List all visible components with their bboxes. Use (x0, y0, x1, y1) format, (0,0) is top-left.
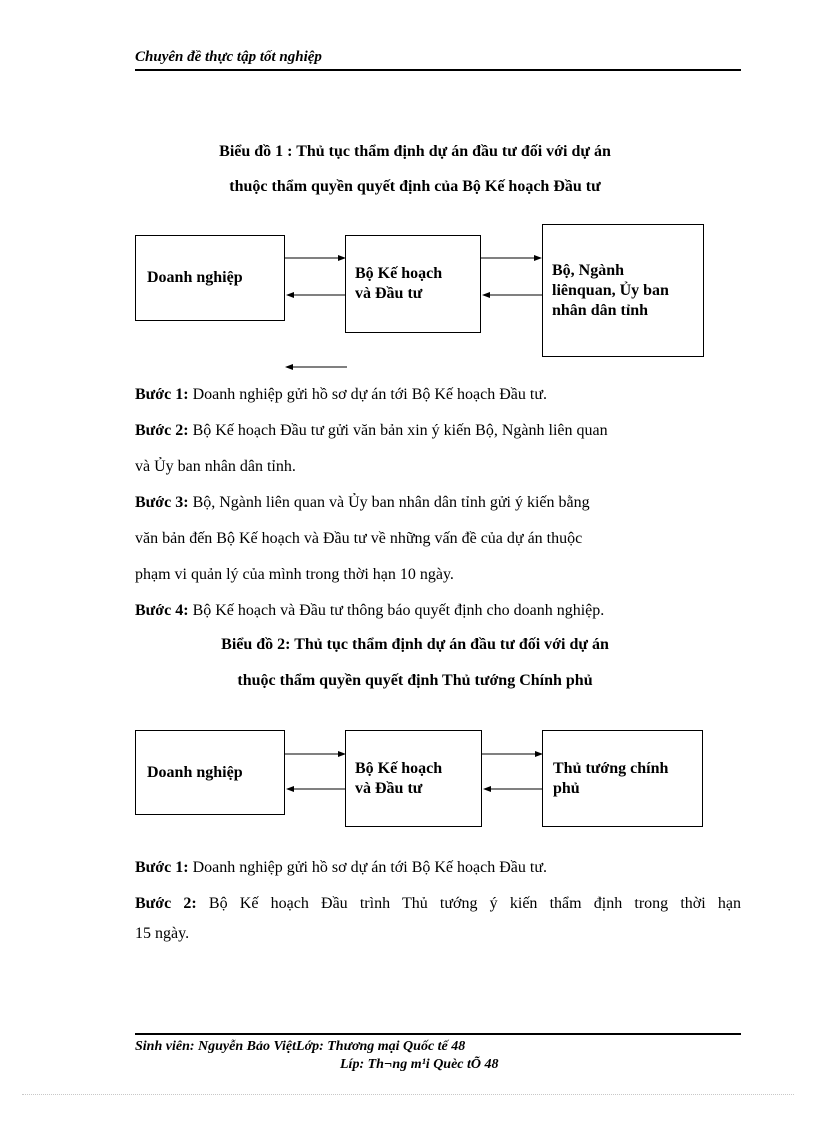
step1-label: Bước 1: (135, 386, 189, 403)
diagram2-arrow-right-1 (284, 749, 348, 759)
diagram2-title-line2: thuộc thẩm quyền quyết định Thủ tướng Chính phủ (237, 672, 593, 689)
diagram2-box-doanh-nghiep (135, 730, 285, 815)
step2-text: Bộ Kế hoạch Đầu tư gửi văn bản xin ý kiến Bộ, Ngành liên quan (188, 422, 608, 439)
diagram2-title-line1: Biểu đồ 2: Thủ tục thẩm định dự án đầu tư đối với dự án (221, 636, 609, 653)
diagram1-arrow-left-stray (283, 362, 349, 372)
diagram1-box-bo-nganh-line2: liênquan, Ủy ban (552, 281, 669, 299)
diagram2-box-bo-ke-hoach-line1: Bộ Kế hoạch (355, 759, 443, 777)
diagram2-box-doanh-nghiep-label: Doanh nghiệp (147, 763, 243, 781)
page-bottom-dotted-line (22, 1094, 794, 1095)
diagram2-box-thu-tuong-line2: phủ (553, 779, 580, 797)
diagram1-arrow-left-1 (284, 290, 348, 300)
diagram1-box-doanh-nghiep (135, 235, 285, 321)
header-rule (135, 69, 741, 71)
diagram2-box-bo-ke-hoach (345, 730, 482, 827)
step3-continuation-2: phạm vi quản lý của mình trong thời hạn 10 ngày. (135, 566, 454, 583)
d2-step2-label: Bước 2: (135, 895, 197, 912)
diagram2-arrow-left-1 (284, 784, 348, 794)
d2-step2-text: Bộ Kế hoạch Đầu trình Thủ tướng ý kiến thẩm định trong thời hạn (196, 895, 741, 912)
step2-continuation: và Ủy ban nhân dân tỉnh. (135, 458, 296, 475)
step3-text: Bộ, Ngành liên quan và Ủy ban nhân dân tỉnh gửi ý kiến bằng (188, 494, 590, 511)
step2-paragraph (135, 413, 703, 449)
diagram1-title-line1: Biểu đồ 1 : Thủ tục thẩm định dự án đầu tư đối với dự án (219, 143, 611, 160)
diagram1-box-bo-nganh-line1: Bộ, Ngành (552, 261, 625, 279)
diagram1-arrow-left-2 (480, 290, 544, 300)
d2-step1-text: Doanh nghiệp gửi hồ sơ dự án tới Bộ Kế hoạch Đầu tư. (188, 859, 547, 876)
diagram1-box-bo-ke-hoach (345, 235, 481, 333)
diagram2-arrow-right-2 (481, 749, 545, 759)
diagram1-box-bo-ke-hoach-line2: và Đầu tư (355, 285, 423, 302)
diagram2-box-thu-tuong (542, 730, 703, 827)
d2-step2-continuation: 15 ngày. (135, 925, 190, 942)
diagram1-arrow-right-2 (480, 253, 544, 263)
diagram1-box-bo-nganh-line3: nhân dân tỉnh (552, 301, 649, 319)
step3-paragraph (135, 485, 741, 521)
step4-text: Bộ Kế hoạch và Đầu tư thông báo quyết định cho doanh nghiệp. (188, 602, 605, 619)
diagram1-box-bo-nganh (542, 224, 704, 357)
step3-continuation-1: văn bản đến Bộ Kế hoạch và Đầu tư về những vấn đề của dự án thuộc (135, 530, 583, 547)
step1-text: Doanh nghiệp gửi hồ sơ dự án tới Bộ Kế hoạch Đầu tư. (188, 386, 547, 403)
step4-label: Bước 4: (135, 602, 189, 619)
step3-label: Bước 3: (135, 494, 189, 511)
diagram1-box-doanh-nghiep-label: Doanh nghiệp (147, 269, 243, 286)
diagram1-title-line2: thuộc thẩm quyền quyết định của Bộ Kế hoạch Đầu tư (229, 178, 601, 195)
diagram1-box-bo-ke-hoach-line1: Bộ Kế hoạch (355, 265, 443, 282)
d2-step1-paragraph (135, 850, 741, 886)
diagram2-box-bo-ke-hoach-line2: và Đầu tư (355, 779, 423, 797)
step4-paragraph (135, 593, 741, 629)
step1-paragraph (135, 377, 741, 413)
footer-line1: Sinh viên: Nguyễn Bảo ViệtLớp: Thương mại Quốc tế 48 (135, 1039, 466, 1054)
footer-line2: Líp: Th¬ng m¹i Quèc tÕ 48 (340, 1057, 499, 1072)
d2-step1-label: Bước 1: (135, 859, 189, 876)
diagram2-arrow-left-2 (481, 784, 545, 794)
step2-label: Bước 2: (135, 422, 189, 439)
page-header: Chuyên đề thực tập tốt nghiệp (135, 49, 322, 65)
diagram2-box-thu-tuong-line1: Thủ tướng chính (553, 759, 669, 777)
diagram1-arrow-right-1 (284, 253, 348, 263)
footer-rule (135, 1033, 741, 1035)
